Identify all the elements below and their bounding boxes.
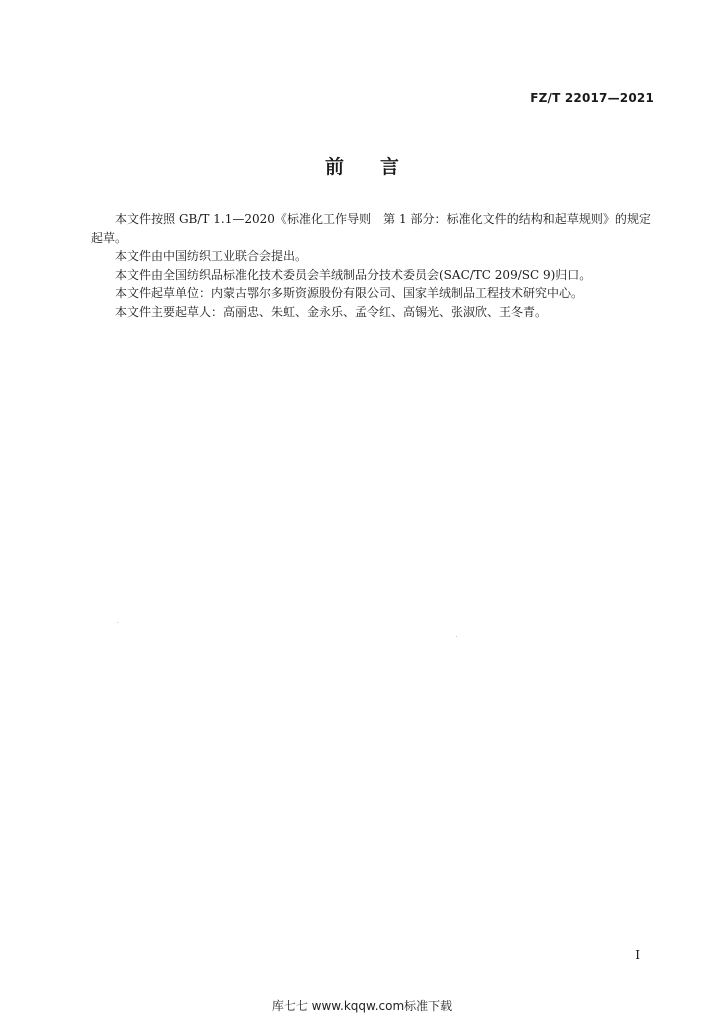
page-number: I	[635, 948, 640, 962]
paragraph-drafting-rules: 本文件按照 GB/T 1.1—2020《标准化工作导则 第 1 部分：标准化文件的结构和起草规则》的规定起草。	[91, 212, 651, 245]
paragraph-drafters: 本文件主要起草人：高丽忠、朱虹、金永乐、孟令红、高锡光、张淑欣、王冬青。	[115, 304, 548, 319]
scan-speck	[456, 636, 457, 637]
footer-watermark: 库七七 www.kqqw.com标准下载	[271, 999, 453, 1013]
paragraph-proposer: 本文件由中国纺织工业联合会提出。	[115, 249, 308, 263]
paragraph-committee: 本文件由全国纺织品标准化技术委员会羊绒制品分技术委员会(SAC/TC 209/SC 9)归口。	[115, 267, 592, 282]
scan-speck	[117, 622, 118, 623]
preface-body	[91, 210, 651, 321]
page-title: 前言	[324, 156, 435, 178]
paragraph-drafting-units: 本文件起草单位：内蒙古鄂尔多斯资源股份有限公司、国家羊绒制品工程技术研究中心。	[115, 286, 584, 300]
standard-number: FZ/T 22017—2021	[530, 91, 654, 105]
